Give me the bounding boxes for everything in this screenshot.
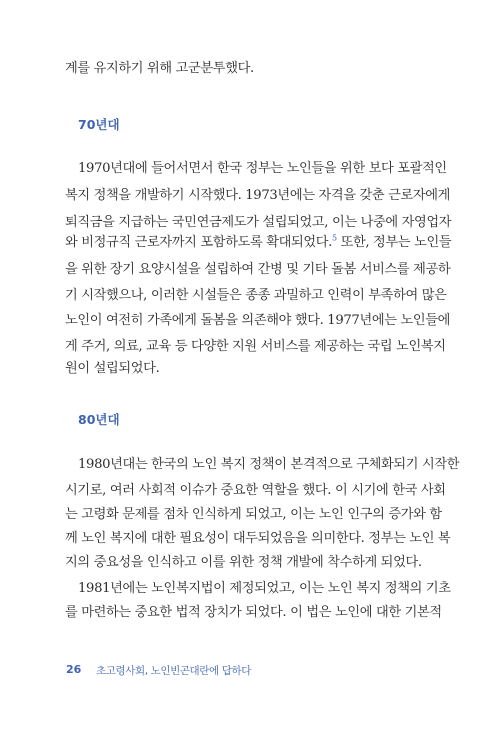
body-line: 1981년에는 노인복지법이 제정되었고, 이는 노인 복지 정책의 기초	[78, 581, 451, 596]
body-line-text: 또한, 정부는 노인들	[336, 235, 452, 250]
body-line: 는 고령화 문제를 점차 인식하게 되었고, 이는 노인 인구의 증가와 함	[65, 507, 442, 522]
body-line-with-footnote	[65, 233, 452, 252]
body-line: 1980년대는 한국의 노인 복지 정책이 본격적으로 구체화되기 시작한	[78, 457, 460, 472]
body-line: 계를 유지하기 위해 고군분투했다.	[65, 61, 254, 76]
body-line-text: 와 비정규직 근로자까지 포함하도록 확대되었다.	[65, 235, 332, 250]
body-line: 을 위한 장기 요양시설을 설립하여 간병 및 기타 돌봄 서비스를 제공하	[65, 262, 451, 277]
body-line: 를 마련하는 중요한 법적 장치가 되었다. 이 법은 노인에 대한 기본적	[65, 605, 442, 620]
body-line: 시기로, 여러 사회적 이슈가 중요한 역할을 했다. 이 시기에 한국 사회	[65, 483, 446, 498]
body-line: 께 노인 복지에 대한 필요성이 대두되었음을 의미한다. 정부는 노인 복	[65, 531, 451, 546]
body-line: 1970년대에 들어서면서 한국 정부는 노인들을 위한 보다 포괄적인	[78, 161, 447, 176]
body-line: 노인이 여전히 가족에게 돌봄을 의존해야 했다. 1977년에는 노인들에	[65, 313, 451, 328]
body-line: 기 시작했으나, 이러한 시설들은 종종 과밀하고 인력이 부족하여 많은	[65, 288, 447, 303]
body-line: 지의 중요성을 인식하고 이를 위한 정책 개발에 착수하게 되었다.	[65, 555, 422, 570]
body-line: 퇴직금을 지급하는 국민연금제도가 설립되었고, 이는 나중에 자영업자	[65, 215, 452, 230]
body-line: 게 주거, 의료, 교육 등 다양한 지원 서비스를 제공하는 국립 노인복지	[65, 339, 446, 354]
section-heading-70s: 70년대	[78, 117, 120, 132]
running-footer-title: 초고령사회, 노인빈곤대란에 답하다	[96, 665, 251, 677]
section-heading-80s: 80년대	[78, 412, 120, 427]
body-line: 복지 정책을 개발하기 시작했다. 1973년에는 자격을 갖춘 근로자에게	[65, 188, 451, 203]
footnote-mark: 5	[332, 233, 337, 243]
body-line: 원이 설립되었다.	[65, 361, 160, 376]
page-number: 26	[66, 663, 82, 676]
